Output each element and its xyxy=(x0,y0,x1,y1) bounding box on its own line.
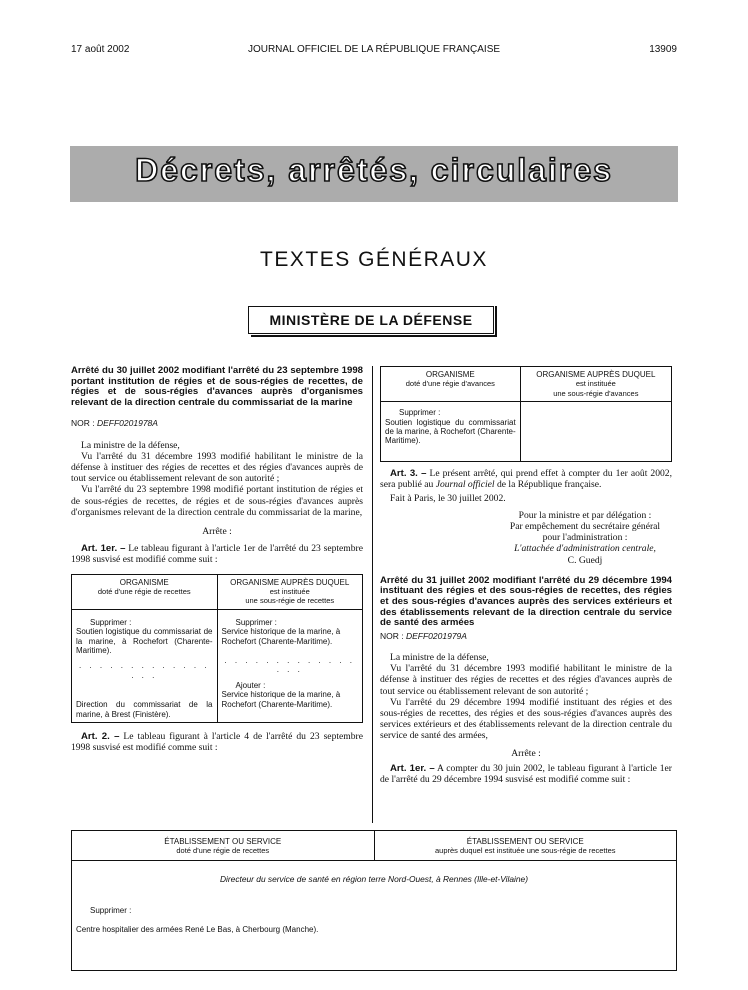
table-row xyxy=(217,609,363,722)
col2-sub: auprès duquel est instituée une sous-régie de recettes xyxy=(434,846,616,856)
signature-line: Par empêchement du secrétaire général xyxy=(509,521,661,533)
cell-text: Service historique de la marine, à Rochefort (Charente-Maritime). xyxy=(221,690,341,709)
col2-head: ORGANISME AUPRÈS DUQUEL xyxy=(536,370,656,379)
col2-sub1: est instituée xyxy=(269,587,310,597)
nor-code: DEFF0201979A xyxy=(405,630,467,641)
art3-paragraph xyxy=(380,468,672,490)
cell-text: Soutien logistique du commissariat de la marine, à Rochefort (Charente-Maritime). xyxy=(385,417,516,446)
signatory-name: C. Guedj xyxy=(567,554,603,566)
arrete2-title: Arrêté du 31 juillet 2002 modifiant l'arrêté du 29 décembre 1994 instituant des régies et des sous-régies de recettes, des régies et des sous-régies d'avances auprès des services extérieurs et des établissements relevant de la direction centrale du service de santé des armées xyxy=(380,574,672,629)
arrete1-p2: Vu l'arrêté du 31 décembre 1993 modifié habilitant le ministre de la défense à instituer des régies de recettes et des régies d'avances auprès de tout service ou établissement relevant de son autorité ; xyxy=(71,450,363,485)
col1-sub: doté d'une régie d'avances xyxy=(405,379,495,389)
ajouter-label: Ajouter : xyxy=(235,680,266,690)
table-header-col1 xyxy=(72,574,218,609)
arrete1-p1: La ministre de la défense, xyxy=(81,439,180,451)
cell-text: Centre hospitalier des armées René Le Bas, à Cherbourg (Manche). xyxy=(76,924,319,934)
art1-text: Le tableau figurant à l'article 1er de l'arrêté du 23 septembre 1998 susvisé est modifié comme suit : xyxy=(71,543,364,566)
table-header-col1 xyxy=(72,831,375,861)
arrete2-p1: La ministre de la défense, xyxy=(390,652,489,664)
table-row xyxy=(381,402,521,462)
cell-text: Service historique de la marine, à Rochefort (Charente-Maritime). xyxy=(221,627,341,646)
table-row xyxy=(520,402,671,462)
col1-sub: doté d'une régie de recettes xyxy=(97,587,191,597)
journal-title: JOURNAL OFFICIEL DE LA RÉPUBLIQUE FRANÇAISE xyxy=(247,44,501,55)
supprimer-label: Supprimer : xyxy=(90,906,132,916)
column-divider xyxy=(372,366,373,823)
col2-sub2: une sous-régie de recettes xyxy=(245,596,335,606)
journal-officiel: Journal officiel xyxy=(435,479,495,491)
arrete1-p3: Vu l'arrêté du 23 septembre 1998 modifié portant institution de régies et de sous-régies de recettes, de régies et de sous-régies d'avances auprès d'organismes relevant de la direction centrale du commissariat de la marine, xyxy=(71,484,363,518)
table-header-col2 xyxy=(374,831,677,861)
arrete1-arrete: Arrête : xyxy=(202,526,232,537)
art1-text: A compter du 30 juin 2002, le tableau figurant à l'article 1er de l'arrêté du 29 décembre 1994 susvisé est modifié comme suit : xyxy=(380,762,673,786)
table-header-col1 xyxy=(381,367,521,402)
table-row xyxy=(72,860,677,970)
art3-text2: de la République française. xyxy=(494,479,602,491)
col1-head: ORGANISME xyxy=(119,577,169,587)
supprimer-label: Supprimer : xyxy=(90,617,132,627)
ministry-label: MINISTÈRE DE LA DÉFENSE xyxy=(269,312,473,328)
table-header-col2 xyxy=(217,574,363,609)
banner-title: Décrets, arrêtés, circulaires xyxy=(135,152,613,188)
table-header-col2 xyxy=(520,367,671,402)
nor-label: NOR : xyxy=(380,630,406,641)
col2-head: ORGANISME AUPRÈS DUQUEL xyxy=(230,577,350,587)
signature-line: L'attachée d'administration centrale, xyxy=(514,543,656,555)
table-regies-recettes xyxy=(71,574,363,723)
art2-label: Art. 2. – xyxy=(81,731,120,743)
table-regies-avances xyxy=(380,366,672,462)
signature-block xyxy=(490,510,680,566)
col1-sub: doté d'une régie de recettes xyxy=(176,846,270,856)
issue-date: 17 août 2002 xyxy=(71,44,130,55)
col1-head: ÉTABLISSEMENT OU SERVICE xyxy=(164,837,282,846)
span-row-text: Directeur du service de santé en région terre Nord-Ouest, à Rennes (Ille-et-Vilaine) xyxy=(219,873,528,884)
cell-text: Direction du commissariat de la marine, à Brest (Finistère). xyxy=(76,700,213,719)
dots: . . . . . . . . . . . . . . . . xyxy=(224,656,356,675)
signature-line: Pour la ministre et par délégation : xyxy=(518,509,652,521)
art1-label: Art. 1er. – xyxy=(390,762,435,774)
arrete1-title: Arrêté du 30 juillet 2002 modifiant l'arrêté du 23 septembre 1998 portant institution de régies et de sous-régies de recettes, de régies et de sous-régies d'avances auprès d'organismes relevant de la direction centrale du commissariat de la marine xyxy=(71,365,363,408)
col2-head: ÉTABLISSEMENT OU SERVICE xyxy=(466,837,584,846)
cell-text: Soutien logistique du commissariat de la marine, à Rochefort (Charente-Maritime). xyxy=(76,627,213,656)
arrete2-p3: Vu l'arrêté du 29 décembre 1994 modifié instituant des régies et des sous-régies de recettes, des régies et des sous-régies d'avances auprès des services extérieurs et des établissements relevant de la direction centrale du service de santé des armées, xyxy=(380,696,672,742)
col1-head: ORGANISME xyxy=(425,370,475,379)
dots: . . . . . . . . . . . . . . . . xyxy=(78,661,210,680)
table-sante xyxy=(71,830,677,971)
art3-label: Art. 3. – xyxy=(390,468,427,480)
signature-line: pour l'administration : xyxy=(542,532,628,544)
col2-sub1: est instituée xyxy=(575,379,616,389)
table-row xyxy=(72,609,218,722)
arrete1-art1 xyxy=(71,543,363,565)
arrete2-p2: Vu l'arrêté du 31 décembre 1993 modifié habilitant le ministre de la défense à instituer des régies de recettes et des régies d'avances auprès de tout service ou établissement relevant de son autorité ; xyxy=(380,663,672,697)
arrete2-art1 xyxy=(380,763,672,785)
ministry-box xyxy=(248,306,494,334)
section-banner xyxy=(70,146,678,202)
arrete1-art2 xyxy=(71,731,363,753)
nor-label: NOR : xyxy=(71,418,97,429)
nor-code: DEFF0201978A xyxy=(96,418,158,429)
supprimer-label: Supprimer : xyxy=(399,408,441,418)
left-column xyxy=(71,366,363,753)
arrete1-nor xyxy=(71,418,363,429)
art3-text: Le présent arrêté, qui prend effet à compter du 1er août 2002, sera publié au xyxy=(380,468,672,491)
section-title: TEXTES GÉNÉRAUX xyxy=(260,248,488,271)
arrete2-arrete: Arrête : xyxy=(511,747,541,759)
art1-label: Art. 1er. – xyxy=(81,543,126,555)
col2-sub2: une sous-régie d'avances xyxy=(553,388,639,398)
fait-a-paris: Fait à Paris, le 30 juillet 2002. xyxy=(390,492,506,504)
page-number: 13909 xyxy=(649,44,677,55)
arrete2-nor xyxy=(380,631,672,642)
supprimer-label: Supprimer : xyxy=(235,617,277,627)
right-column xyxy=(380,366,672,785)
art2-text: Le tableau figurant à l'article 4 de l'arrêté du 23 septembre 1998 susvisé est modifié comme suit : xyxy=(71,731,363,754)
